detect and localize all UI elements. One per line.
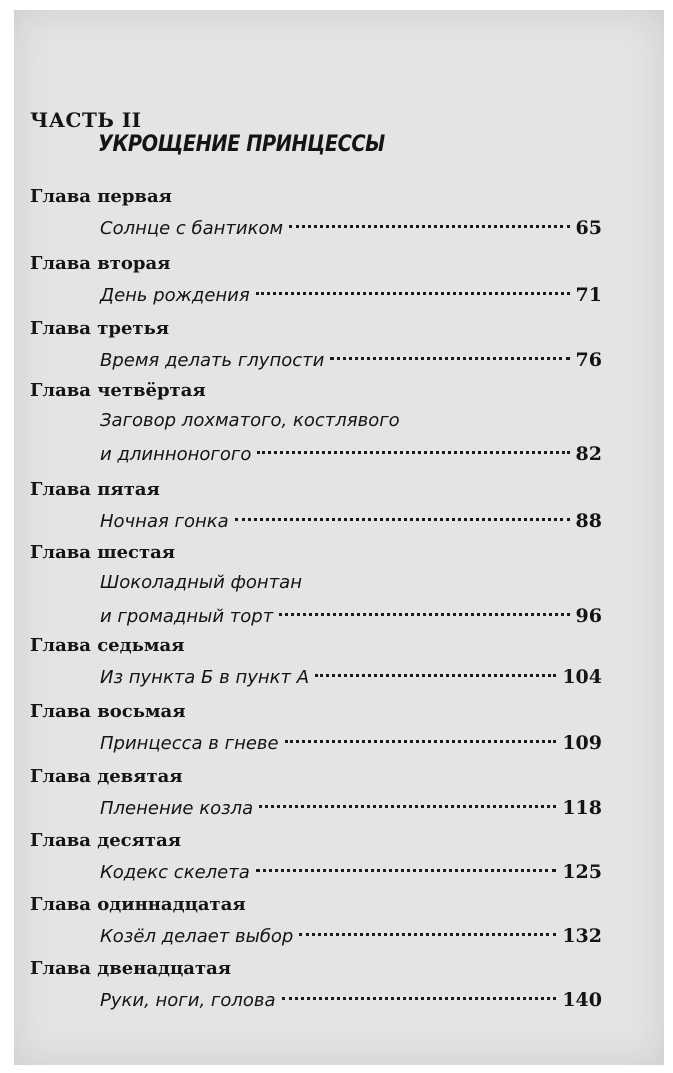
toc-entry xyxy=(30,183,602,245)
toc-entry xyxy=(30,698,602,760)
chapter-label: Глава девятая xyxy=(30,766,183,787)
book-page xyxy=(14,10,664,1065)
chapter-title: Руки, ноги, голова xyxy=(100,990,276,1011)
toc-entry xyxy=(30,250,602,312)
chapter-label: Глава восьмая xyxy=(30,701,186,722)
chapter-label: Глава шестая xyxy=(30,542,176,563)
dot-leader xyxy=(279,613,569,616)
dot-leader xyxy=(315,674,556,677)
chapter-title: День рождения xyxy=(100,285,250,306)
chapter-row xyxy=(100,211,602,245)
page-number: 140 xyxy=(562,989,602,1011)
chapter-row xyxy=(100,437,602,471)
chapter-title: Солнце с бантиком xyxy=(100,218,284,239)
dot-leader xyxy=(256,869,557,872)
chapter-row xyxy=(100,504,602,538)
page-number: 88 xyxy=(575,510,602,532)
dot-leader xyxy=(282,997,557,1000)
chapter-title: и громадный торт xyxy=(100,606,274,627)
page-number: 109 xyxy=(562,732,602,754)
chapter-row xyxy=(100,599,602,633)
page-number: 76 xyxy=(575,349,602,371)
dot-leader xyxy=(285,740,557,743)
page-number: 96 xyxy=(575,605,602,627)
page-number: 118 xyxy=(562,797,602,819)
toc-entry xyxy=(30,315,602,377)
dot-leader xyxy=(289,225,569,228)
part-label: ЧАСТЬ II xyxy=(30,108,142,132)
chapter-row xyxy=(100,919,602,953)
chapter-title-line: Шоколадный фонтан xyxy=(100,572,302,593)
chapter-label: Глава третья xyxy=(30,318,170,339)
toc-entry xyxy=(30,955,602,1017)
chapter-label: Глава четвёртая xyxy=(30,380,206,401)
chapter-label: Глава двенадцатая xyxy=(30,958,232,979)
dot-leader xyxy=(257,451,569,454)
chapter-title-line: Заговор лохматого, костлявого xyxy=(100,410,400,431)
dot-leader xyxy=(235,518,570,521)
toc-entry xyxy=(30,632,602,694)
chapter-title: и длинноногого xyxy=(100,444,252,465)
part-title: УКРОЩЕНИЕ ПРИНЦЕССЫ xyxy=(98,132,385,157)
chapter-label: Глава одиннадцатая xyxy=(30,894,246,915)
dot-leader xyxy=(259,805,556,808)
chapter-title: Из пункта Б в пункт А xyxy=(100,667,310,688)
dot-leader xyxy=(330,357,569,360)
chapter-label: Глава пятая xyxy=(30,479,160,500)
toc-entry xyxy=(30,763,602,825)
chapter-row xyxy=(100,726,602,760)
chapter-title: Принцесса в гневе xyxy=(100,733,279,754)
page-number: 125 xyxy=(562,861,602,883)
chapter-label: Глава первая xyxy=(30,186,172,207)
toc-entry xyxy=(30,476,602,538)
chapter-title: Ночная гонка xyxy=(100,511,229,532)
chapter-title: Пленение козла xyxy=(100,798,254,819)
toc-entry xyxy=(30,539,602,633)
chapter-row xyxy=(100,983,602,1017)
chapter-label: Глава десятая xyxy=(30,830,182,851)
page-number: 82 xyxy=(575,443,602,465)
chapter-row xyxy=(100,855,602,889)
chapter-row xyxy=(100,278,602,312)
toc-entry xyxy=(30,377,602,471)
toc-entry xyxy=(30,891,602,953)
chapter-row xyxy=(100,660,602,694)
page-number: 71 xyxy=(575,284,602,306)
chapter-title: Кодекс скелета xyxy=(100,862,250,883)
chapter-label: Глава седьмая xyxy=(30,635,185,656)
page-number: 132 xyxy=(562,925,602,947)
dot-leader xyxy=(256,292,570,295)
page-number: 65 xyxy=(575,217,602,239)
dot-leader xyxy=(299,933,556,936)
page-number: 104 xyxy=(562,666,602,688)
chapter-title: Козёл делает выбор xyxy=(100,926,294,947)
chapter-label: Глава вторая xyxy=(30,253,171,274)
chapter-row xyxy=(100,343,602,377)
chapter-row xyxy=(100,791,602,825)
toc-entry xyxy=(30,827,602,889)
chapter-title: Время делать глупости xyxy=(100,350,325,371)
